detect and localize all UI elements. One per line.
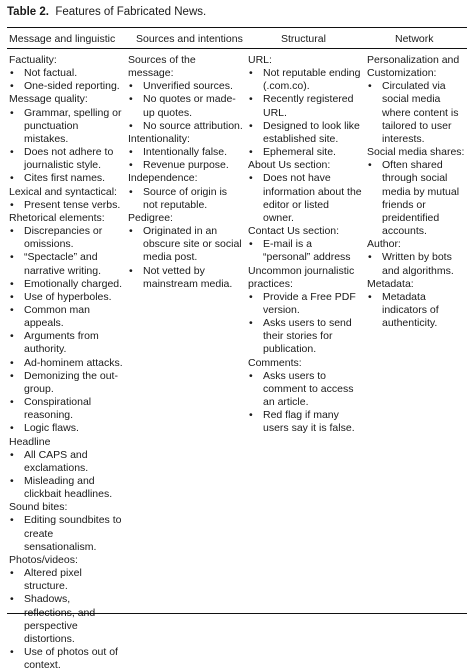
header-structural: Structural [281,33,326,45]
bullet-item: • Conspirational reasoning. [9,396,123,422]
category-heading: Comments: [248,356,302,369]
bullet-item: • Discrepancies or omissions. [9,225,123,251]
bullet-item: • Misleading and clickbait headlines. [9,475,123,501]
bullet-item: • Use of hyperboles. [9,291,123,304]
bullet-item: • Often shared through social media by mutual friends or preidentified accounts. [367,159,467,238]
column-sources-intentions [128,54,244,291]
bullet-item: • Asks users to comment to access an article. [248,370,362,409]
header-rule [7,48,467,49]
header-message-linguistic: Message and linguistic [9,33,116,45]
category-heading: Personalization and Customization: [367,54,460,80]
bullet-item: • Metadata indicators of authenticity. [367,291,467,330]
column-network [367,54,467,330]
bullet-item: • Revenue purpose. [128,159,244,172]
bullet-item: • Ephemeral site. [248,146,362,159]
category-heading: Rhetorical elements: [9,211,105,224]
category-heading: Metadata: [367,277,414,290]
bullet-item: • Written by bots and algorithms. [367,251,467,277]
category-heading: Headline [9,435,51,448]
category-heading: Intentionality: [128,132,190,145]
bullet-item: • Demonizing the out-group. [9,370,123,396]
bullet-item: • Emotionally charged. [9,278,123,291]
bullet-item: • Unverified sources. [128,80,244,93]
bullet-item: • Common man appeals. [9,304,123,330]
bullet-item: • Red flag if many users say it is false. [248,409,362,435]
bullet-item: • Logic flaws. [9,422,123,435]
column-structural [248,54,362,436]
bullet-item: • Use of photos out of context. [9,646,123,672]
bullet-item: • Present tense verbs. [9,199,123,212]
category-heading: Sound bites: [9,501,68,514]
bullet-item: • Provide a Free PDF version. [248,291,362,317]
bullet-item: • Shadows, reflections, and perspective distortions. [9,593,123,646]
bullet-item: • Altered pixel structure. [9,567,123,593]
bullet-item: • “Spectacle” and narrative writing. [9,251,123,277]
bullet-item: • Asks users to send their stories for publication. [248,317,362,356]
category-heading: Contact Us section: [248,225,340,238]
bullet-item: • Originated in an obscure site or social media post. [128,225,244,264]
category-heading: Sources of the message: [128,54,196,80]
table-caption [7,6,206,18]
header-sources-intentions: Sources and intentions [136,33,243,45]
bullet-item: • Not vetted by mainstream media. [128,265,244,291]
bullet-item: • Ad-hominem attacks. [9,357,123,370]
bullet-item: • Recently registered URL. [248,93,362,119]
bullet-item: • Not reputable ending (.com.co). [248,67,362,93]
category-heading: Social media shares: [367,146,465,159]
table-title: Features of Fabricated News. [55,6,207,18]
table-label: Table 2. [7,6,49,18]
category-heading: Uncommon journalistic practices: [248,264,355,290]
bullet-item: • Does not have information about the editor or listed owner. [248,172,362,225]
bullet-item: • Arguments from authority. [9,330,123,356]
bullet-item: • Intentionally false. [128,146,244,159]
bottom-rule [7,613,467,614]
bullet-item: • No quotes or made-up quotes. [128,93,244,119]
bullet-item: • One-sided reporting. [9,80,123,93]
bullet-item: • All CAPS and exclamations. [9,449,123,475]
category-heading: Factuality: [9,54,57,66]
bullet-item: • No source attribution. [128,120,244,133]
bullet-item: • Cites first names. [9,172,123,185]
bullet-item: • Not factual. [9,67,123,80]
category-heading: Independence: [128,172,198,185]
bullet-item: • Does not adhere to journalistic style. [9,146,123,172]
category-heading: Message quality: [9,93,88,106]
category-heading: URL: [248,54,272,66]
bullet-item: • E-mail is a “personal” address [248,238,362,264]
category-heading: About Us section: [248,159,331,172]
header-network: Network [395,33,434,45]
category-heading: Pedigree: [128,211,173,224]
bullet-item: • Editing soundbites to create sensationalism. [9,514,123,553]
category-heading: Photos/videos: [9,553,78,566]
column-message-linguistic [9,54,123,672]
top-rule [7,27,467,28]
category-heading: Author: [367,238,401,251]
bullet-item: • Source of origin is not reputable. [128,186,244,212]
bullet-item: • Designed to look like established site. [248,120,362,146]
bullet-item: • Grammar, spelling or punctuation mistakes. [9,107,123,146]
bullet-item: • Circulated via social media where content is tailored to user interests. [367,80,467,146]
category-heading: Lexical and syntactical: [9,185,117,198]
